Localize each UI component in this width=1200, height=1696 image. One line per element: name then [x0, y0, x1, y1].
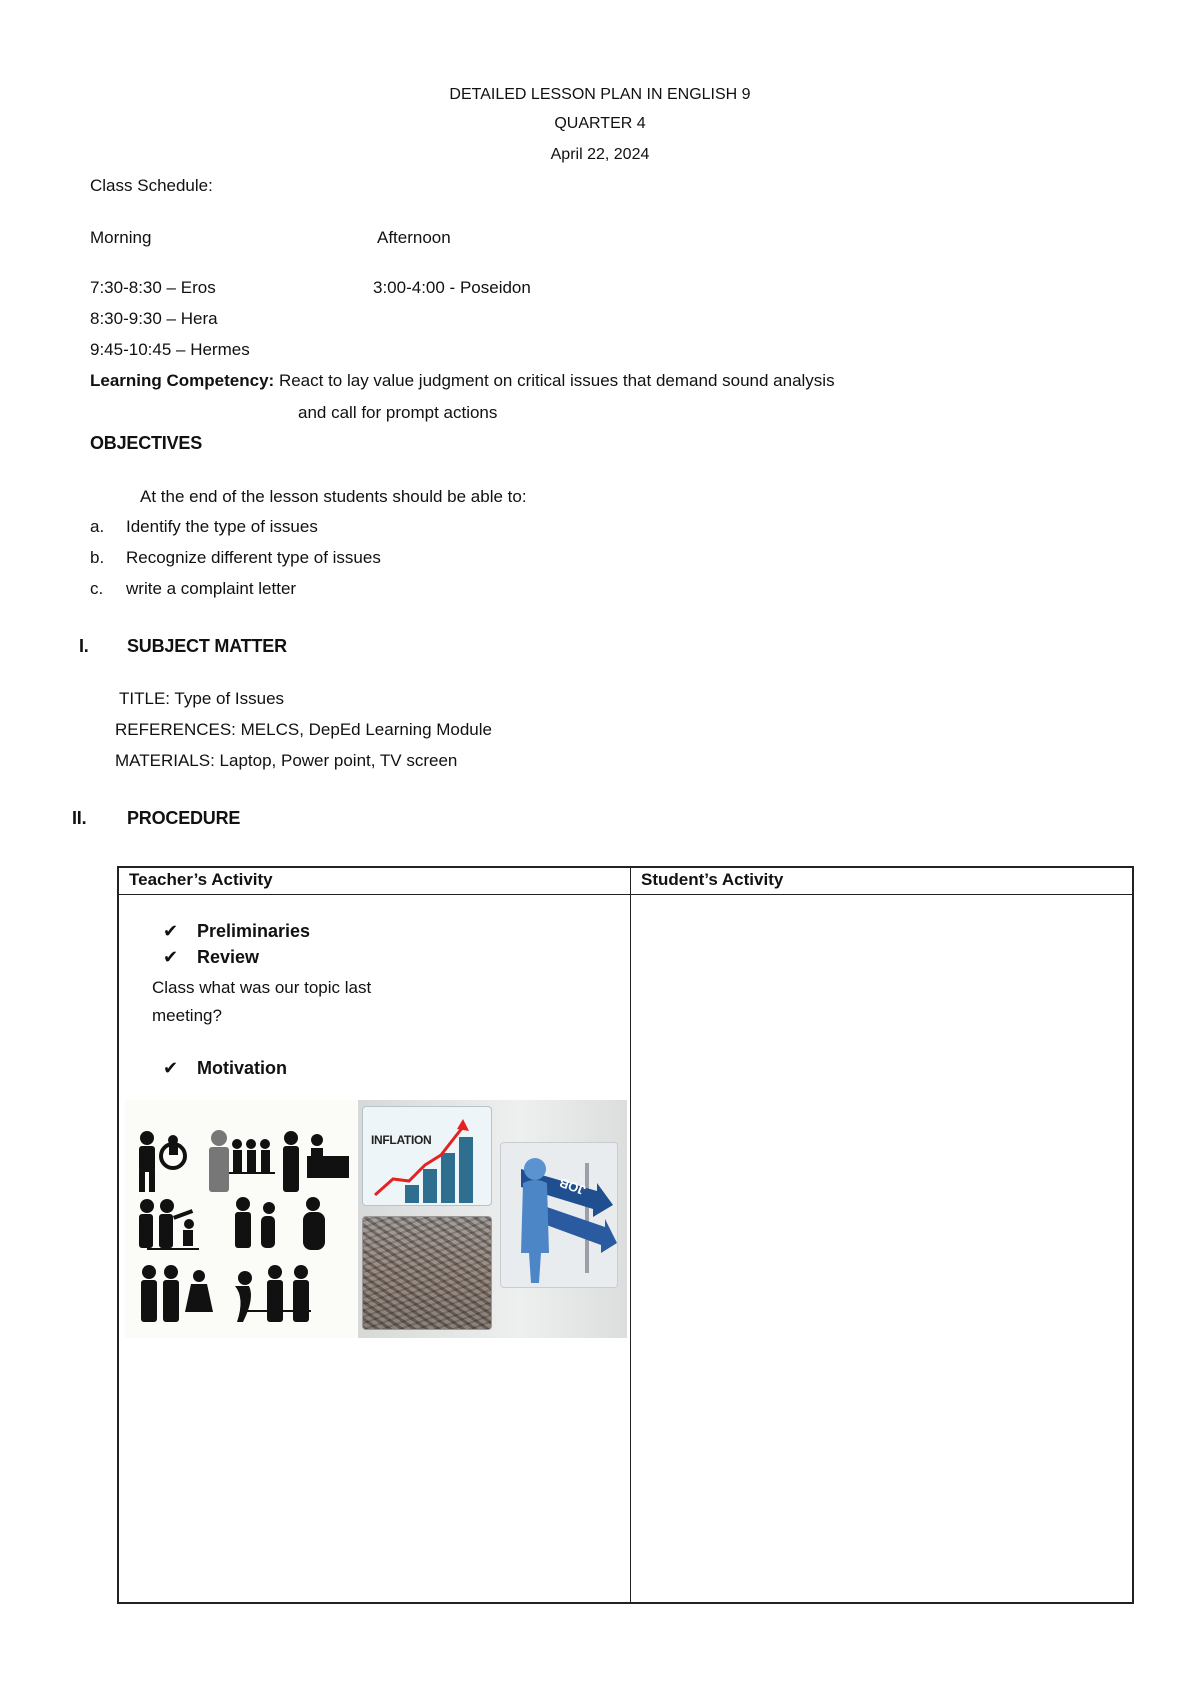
- lesson-references: REFERENCES: MELCS, DepEd Learning Module: [115, 720, 492, 739]
- checklist-item-preliminaries: ✔ Preliminaries: [163, 921, 311, 941]
- morning-slot: 8:30-9:30 – Hera: [90, 309, 218, 328]
- header-divider: [119, 894, 1132, 895]
- job-label: JOB: [557, 1174, 588, 1199]
- check-icon: ✔: [163, 947, 179, 967]
- student-activity-header: Student’s Activity: [641, 870, 784, 889]
- lesson-materials: MATERIALS: Laptop, Power point, TV screen: [115, 751, 458, 770]
- review-question-continued: meeting?: [152, 1006, 222, 1025]
- quarter-label: QUARTER 4: [554, 115, 646, 132]
- objective-marker: c.: [90, 579, 104, 598]
- afternoon-label: Afternoon: [377, 228, 451, 247]
- checklist-item-review: ✔ Review: [163, 947, 260, 967]
- objective-item: [90, 548, 381, 568]
- objective-item: [90, 517, 318, 537]
- morning-slot: 7:30-8:30 – Eros: [90, 278, 216, 297]
- lesson-title: TITLE: Type of Issues: [119, 689, 285, 708]
- competency-text: React to lay value judgment on critical issues that demand sound analysis: [278, 371, 835, 390]
- procedure-numeral: II.: [72, 808, 87, 828]
- teacher-activity-header: Teacher’s Activity: [129, 870, 273, 889]
- motivation-image: [125, 1100, 627, 1338]
- objectives-intro: At the end of the lesson students should be able to:: [140, 487, 527, 506]
- student-activity-cell: [632, 896, 1132, 1602]
- afternoon-slot: 3:00-4:00 - Poseidon: [373, 278, 531, 297]
- poverty-photo: [362, 1216, 492, 1330]
- objective-text: Identify the type of issues: [126, 517, 318, 536]
- objective-marker: a.: [90, 517, 105, 536]
- inflation-label: INFLATION: [371, 1133, 432, 1147]
- competency-label: Learning Competency:: [90, 371, 275, 390]
- objective-item: [90, 579, 296, 599]
- learning-competency: [90, 371, 835, 391]
- subject-matter-numeral: I.: [79, 636, 89, 656]
- objectives-heading: OBJECTIVES: [90, 433, 203, 453]
- objective-marker: b.: [90, 548, 105, 567]
- job-sign-icon: [501, 1143, 617, 1287]
- checklist-item-motivation: ✔ Motivation: [163, 1058, 287, 1078]
- pictogram-people-icon: [125, 1100, 357, 1338]
- economic-issues-collage: [358, 1100, 627, 1338]
- morning-label: Morning: [90, 228, 152, 247]
- lesson-date: April 22, 2024: [550, 146, 650, 163]
- competency-text-continued: and call for prompt actions: [298, 403, 498, 422]
- objective-text: write a complaint letter: [126, 579, 297, 598]
- inflation-chart-icon: [363, 1107, 491, 1205]
- check-icon: ✔: [163, 1058, 179, 1078]
- subject-matter-heading: SUBJECT MATTER: [127, 636, 287, 656]
- check-icon: ✔: [163, 921, 179, 941]
- morning-slot: 9:45-10:45 – Hermes: [90, 340, 250, 359]
- unemployment-image: [500, 1142, 618, 1288]
- objective-text: Recognize different type of issues: [126, 548, 381, 567]
- document-title: DETAILED LESSON PLAN IN ENGLISH 9: [449, 86, 751, 103]
- review-question: Class what was our topic last: [152, 978, 372, 997]
- social-issues-pictograms: [125, 1100, 357, 1338]
- column-divider: [630, 868, 631, 1602]
- inflation-chart: [362, 1106, 492, 1206]
- procedure-heading: PROCEDURE: [127, 808, 241, 828]
- class-schedule-label: Class Schedule:: [90, 176, 213, 195]
